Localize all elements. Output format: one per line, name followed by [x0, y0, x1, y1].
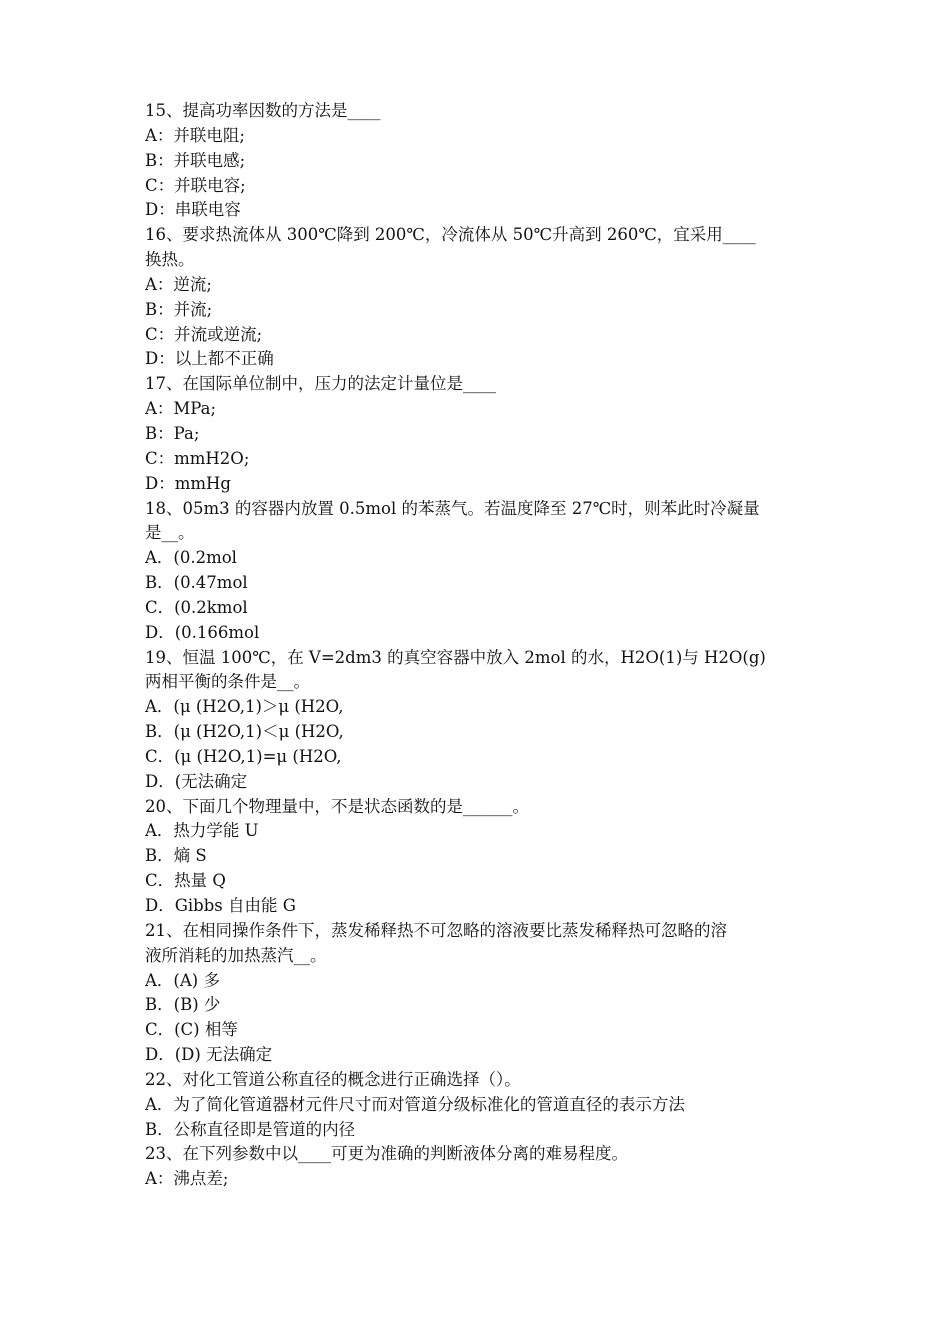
- question-16-option-a: A：逆流;: [145, 274, 212, 294]
- question-16-option-c: C：并流或逆流;: [145, 324, 263, 344]
- question-20-stem: 20、下面几个物理量中，不是状态函数的是______。: [145, 796, 529, 816]
- question-17-option-c: C：mmH2O;: [145, 448, 250, 468]
- question-19-option-a: A．(μ (H2O,1)＞μ (H2O,: [145, 697, 344, 717]
- question-21-stem-line-1: 21、在相同操作条件下，蒸发稀释热不可忽略的溶液要比蒸发稀释热可忽略的溶: [145, 920, 727, 940]
- question-18-option-c: C．(0.2kmol: [145, 597, 248, 617]
- question-22-stem: 22、对化工管道公称直径的概念进行正确选择（）。: [145, 1069, 521, 1089]
- document-page: [145, 99, 810, 1192]
- question-20-option-b: B．熵 S: [145, 846, 207, 866]
- question-18-option-d: D．(0.166mol: [145, 622, 260, 642]
- question-20-option-c: C．热量 Q: [145, 871, 226, 891]
- question-19-option-d: D．(无法确定: [145, 771, 248, 791]
- question-21-option-d: D．(D) 无法确定: [145, 1045, 273, 1065]
- question-17-option-a: A：MPa;: [145, 399, 217, 419]
- question-18-option-b: B．(0.47mol: [145, 573, 248, 593]
- question-15-option-d: D：串联电容: [145, 200, 241, 220]
- question-20-option-a: A．热力学能 U: [145, 821, 259, 841]
- question-23-option-a: A：沸点差;: [145, 1169, 229, 1189]
- question-16-option-d: D：以上都不正确: [145, 349, 274, 369]
- question-16-stem-line-2: 换热。: [145, 250, 195, 270]
- question-15-option-a: A：并联电阻;: [145, 125, 245, 145]
- question-18-option-a: A．(0.2mol: [145, 548, 237, 568]
- question-21-stem-line-2: 液所消耗的加热蒸汽__。: [145, 945, 327, 965]
- question-16-stem-line-1: 16、要求热流体从 300℃降到 200℃，冷流体从 50℃升高到 260℃，宜采用____: [145, 225, 756, 245]
- question-18-stem-line-1: 18、05m3 的容器内放置 0.5mol 的苯蒸气。若温度降至 27℃时，则苯此时冷凝量: [145, 498, 760, 518]
- question-17-option-b: B：Pa;: [145, 423, 200, 443]
- question-19-stem-line-2: 两相平衡的条件是__。: [145, 672, 310, 692]
- question-19-option-b: B．(μ (H2O,1)＜μ (H2O,: [145, 722, 344, 742]
- question-17-stem: 17、在国际单位制中，压力的法定计量位是____: [145, 374, 496, 394]
- question-15-option-c: C：并联电容;: [145, 175, 246, 195]
- question-21-option-a: A．(A) 多: [145, 970, 220, 990]
- question-15-option-b: B：并联电感;: [145, 150, 246, 170]
- question-20-option-d: D．Gibbs 自由能 G: [145, 896, 296, 915]
- question-22-option-b: B．公称直径即是管道的内径: [145, 1119, 356, 1139]
- question-22-option-a: A．为了简化管道器材元件尺寸而对管道分级标准化的管道直径的表示方法: [145, 1094, 685, 1114]
- question-21-option-c: C．(C) 相等: [145, 1020, 238, 1040]
- question-21-option-b: B．(B) 少: [145, 995, 221, 1015]
- question-23-stem: 23、在下列参数中以____可更为准确的判断液体分离的难易程度。: [145, 1144, 628, 1164]
- question-18-stem-line-2: 是__。: [145, 523, 195, 543]
- question-19-option-c: C．(μ (H2O,1)=μ (H2O,: [145, 746, 342, 766]
- question-15-stem: 15、提高功率因数的方法是____: [145, 101, 381, 120]
- question-17-option-d: D：mmHg: [145, 473, 231, 493]
- question-16-option-b: B：并流;: [145, 299, 213, 319]
- question-19-stem-line-1: 19、恒温 100℃，在 V=2dm3 的真空容器中放入 2mol 的水，H2O(1)与 H2O(g): [145, 647, 766, 667]
